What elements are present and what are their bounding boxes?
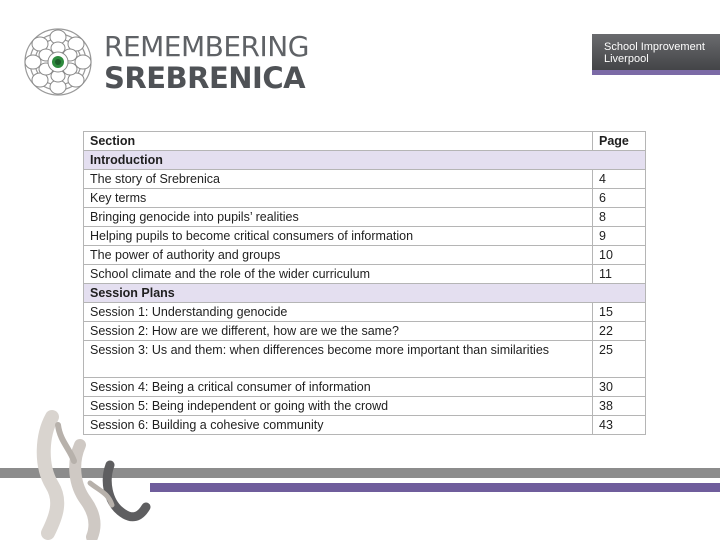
row-section: Session 3: Us and them: when differences become more important than similarities [84, 341, 593, 378]
header-page: Page [593, 132, 646, 151]
logo-line1: REMEMBERING [104, 30, 309, 63]
table-row [84, 227, 646, 246]
row-section: Session 6: Building a cohesive community [84, 416, 593, 435]
table-row [84, 303, 646, 322]
row-section: School climate and the role of the wider curriculum [84, 265, 593, 284]
remembering-srebrenica-logo [20, 26, 320, 98]
table-row [84, 341, 646, 378]
table-row [84, 170, 646, 189]
table-header-row [84, 132, 646, 151]
row-page: 43 [593, 416, 646, 435]
header-section: Section [84, 132, 593, 151]
row-page: 10 [593, 246, 646, 265]
table-row [84, 189, 646, 208]
section-title: Introduction [84, 151, 646, 170]
section-row-session-plans [84, 284, 646, 303]
ribbon-decoration-icon [0, 405, 180, 540]
row-section: The power of authority and groups [84, 246, 593, 265]
row-page: 38 [593, 397, 646, 416]
row-page: 11 [593, 265, 646, 284]
row-section: The story of Srebrenica [84, 170, 593, 189]
row-page: 25 [593, 341, 646, 378]
logo-line2: SREBRENICA [104, 61, 306, 95]
row-section: Bringing genocide into pupils’ realities [84, 208, 593, 227]
row-section: Session 2: How are we different, how are we the same? [84, 322, 593, 341]
row-page: 15 [593, 303, 646, 322]
table-row [84, 208, 646, 227]
section-title: Session Plans [84, 284, 646, 303]
row-page: 8 [593, 208, 646, 227]
footer-stripe-purple [150, 483, 720, 492]
table-row [84, 246, 646, 265]
table-row [84, 265, 646, 284]
row-section: Session 5: Being independent or going with the crowd [84, 397, 593, 416]
row-section: Helping pupils to become critical consumers of information [84, 227, 593, 246]
row-page: 9 [593, 227, 646, 246]
section-row-introduction [84, 151, 646, 170]
flower-icon [20, 26, 96, 98]
row-section: Key terms [84, 189, 593, 208]
badge-line2: Liverpool [604, 53, 649, 65]
contents-table [83, 131, 646, 435]
table-row [84, 322, 646, 341]
school-improvement-badge [592, 34, 720, 74]
row-page: 30 [593, 378, 646, 397]
badge-accent-bar [592, 70, 720, 75]
row-page: 6 [593, 189, 646, 208]
row-page: 4 [593, 170, 646, 189]
row-section: Session 1: Understanding genocide [84, 303, 593, 322]
table-row [84, 378, 646, 397]
badge-line1: School Improvement [604, 41, 705, 53]
row-section: Session 4: Being a critical consumer of information [84, 378, 593, 397]
row-page: 22 [593, 322, 646, 341]
